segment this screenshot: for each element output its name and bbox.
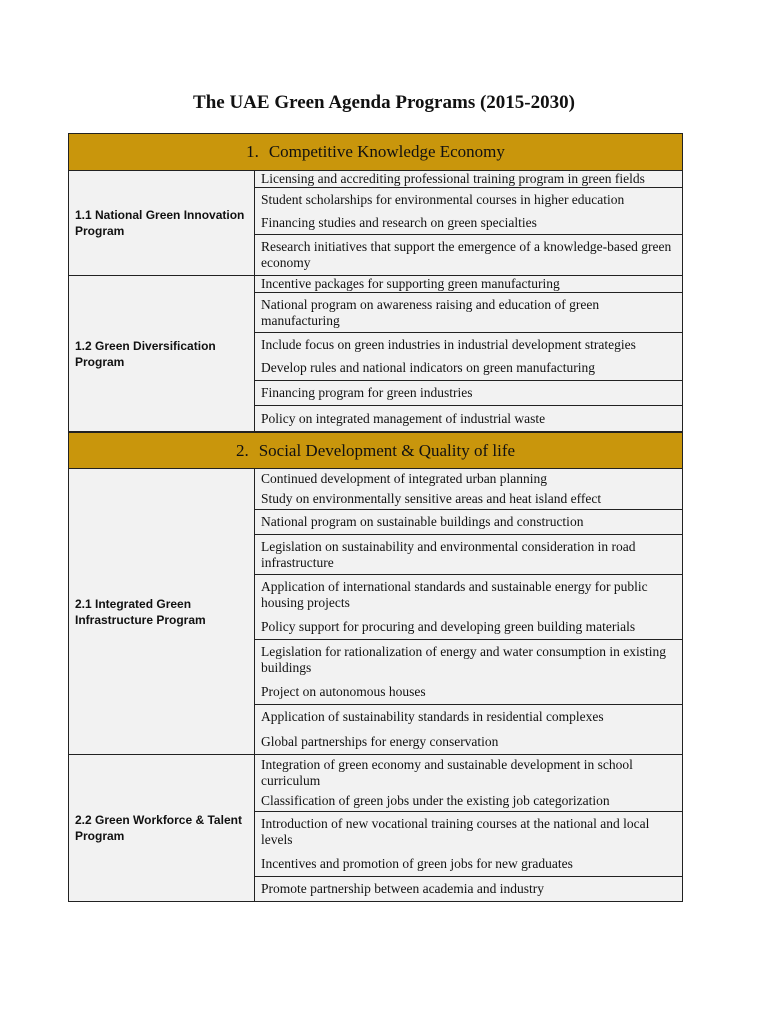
initiative-item: Policy support for procuring and developing green building materials bbox=[261, 619, 636, 634]
initiative-group bbox=[255, 406, 682, 431]
initiative-item: Research initiatives that support the emergence of a knowledge-based green economy bbox=[261, 239, 672, 270]
initiative-item: Introduction of new vocational training courses at the national and local levels bbox=[261, 816, 650, 847]
initiative-group bbox=[255, 333, 682, 381]
initiative-item: Application of international standards and sustainable energy for public housing projects bbox=[261, 579, 648, 610]
initiative-item: Study on environmentally sensitive areas and heat island effect bbox=[261, 491, 602, 506]
program-name: 1.2 Green Diversification Program bbox=[69, 276, 255, 431]
program-row bbox=[69, 171, 682, 276]
initiative-group bbox=[255, 469, 682, 510]
initiative-group bbox=[255, 640, 682, 705]
initiative-item: Integration of green economy and sustainable development in school curriculum bbox=[261, 757, 633, 788]
initiative-item: Licensing and accrediting professional training program in green fields bbox=[261, 171, 645, 186]
initiative-item: Legislation on sustainability and environmental consideration in road infrastructure bbox=[261, 538, 636, 570]
initiative-item: Incentives and promotion of green jobs for new graduates bbox=[261, 856, 573, 871]
section-header bbox=[69, 432, 682, 469]
initiative-item: Continued development of integrated urban planning bbox=[261, 471, 548, 486]
initiative-item: Legislation for rationalization of energy and water consumption in existing buildings bbox=[261, 644, 667, 675]
initiative-list bbox=[255, 469, 682, 754]
section-number: 1. bbox=[246, 142, 259, 161]
initiative-item: Include focus on green industries in industrial development strategies bbox=[261, 336, 636, 352]
initiative-list bbox=[255, 755, 682, 901]
initiative-group bbox=[255, 535, 682, 575]
initiative-item: National program on sustainable buildings and construction bbox=[261, 514, 584, 529]
initiative-group bbox=[255, 755, 682, 812]
program-name: 1.1 National Green Innovation Program bbox=[69, 171, 255, 275]
programs-table bbox=[68, 133, 683, 902]
section-number: 2. bbox=[235, 440, 249, 460]
initiative-list bbox=[255, 276, 682, 431]
initiative-item: Classification of green jobs under the existing job categorization bbox=[261, 793, 610, 808]
initiative-group bbox=[255, 812, 682, 877]
initiative-group bbox=[255, 188, 682, 235]
initiative-item: Policy on integrated management of industrial waste bbox=[261, 410, 546, 426]
initiative-group bbox=[255, 575, 682, 640]
program-row bbox=[69, 276, 682, 432]
initiative-item: Project on autonomous houses bbox=[261, 684, 426, 699]
initiative-item: Develop rules and national indicators on green manufacturing bbox=[261, 360, 596, 376]
section-title: Competitive Knowledge Economy bbox=[268, 142, 505, 161]
section-header bbox=[69, 134, 682, 171]
initiative-item: Incentive packages for supporting green manufacturing bbox=[261, 276, 560, 291]
initiative-group bbox=[255, 705, 682, 754]
initiative-group bbox=[255, 171, 682, 188]
initiative-group bbox=[255, 877, 682, 901]
initiative-item: Student scholarships for environmental courses in higher education bbox=[261, 191, 625, 207]
initiative-item: Promote partnership between academia and industry bbox=[261, 881, 545, 896]
initiative-group bbox=[255, 381, 682, 406]
initiative-group bbox=[255, 235, 682, 275]
initiative-group bbox=[255, 276, 682, 293]
program-name: 2.1 Integrated Green Infrastructure Program bbox=[69, 469, 255, 754]
initiative-list bbox=[255, 171, 682, 275]
page-title: The UAE Green Agenda Programs (2015-2030) bbox=[193, 92, 575, 113]
initiative-item: Financing studies and research on green specialties bbox=[261, 214, 537, 230]
program-name: 2.2 Green Workforce & Talent Program bbox=[69, 755, 255, 901]
initiative-item: National program on awareness raising and education of green manufacturing bbox=[261, 296, 600, 328]
initiative-item: Global partnerships for energy conservation bbox=[261, 733, 499, 749]
program-row bbox=[69, 755, 682, 901]
initiative-group bbox=[255, 293, 682, 333]
initiative-item: Financing program for green industries bbox=[261, 385, 473, 400]
initiative-item: Application of sustainability standards in residential complexes bbox=[261, 709, 604, 725]
initiative-group bbox=[255, 510, 682, 535]
section-title: Social Development & Quality of life bbox=[258, 440, 516, 460]
program-row bbox=[69, 469, 682, 755]
